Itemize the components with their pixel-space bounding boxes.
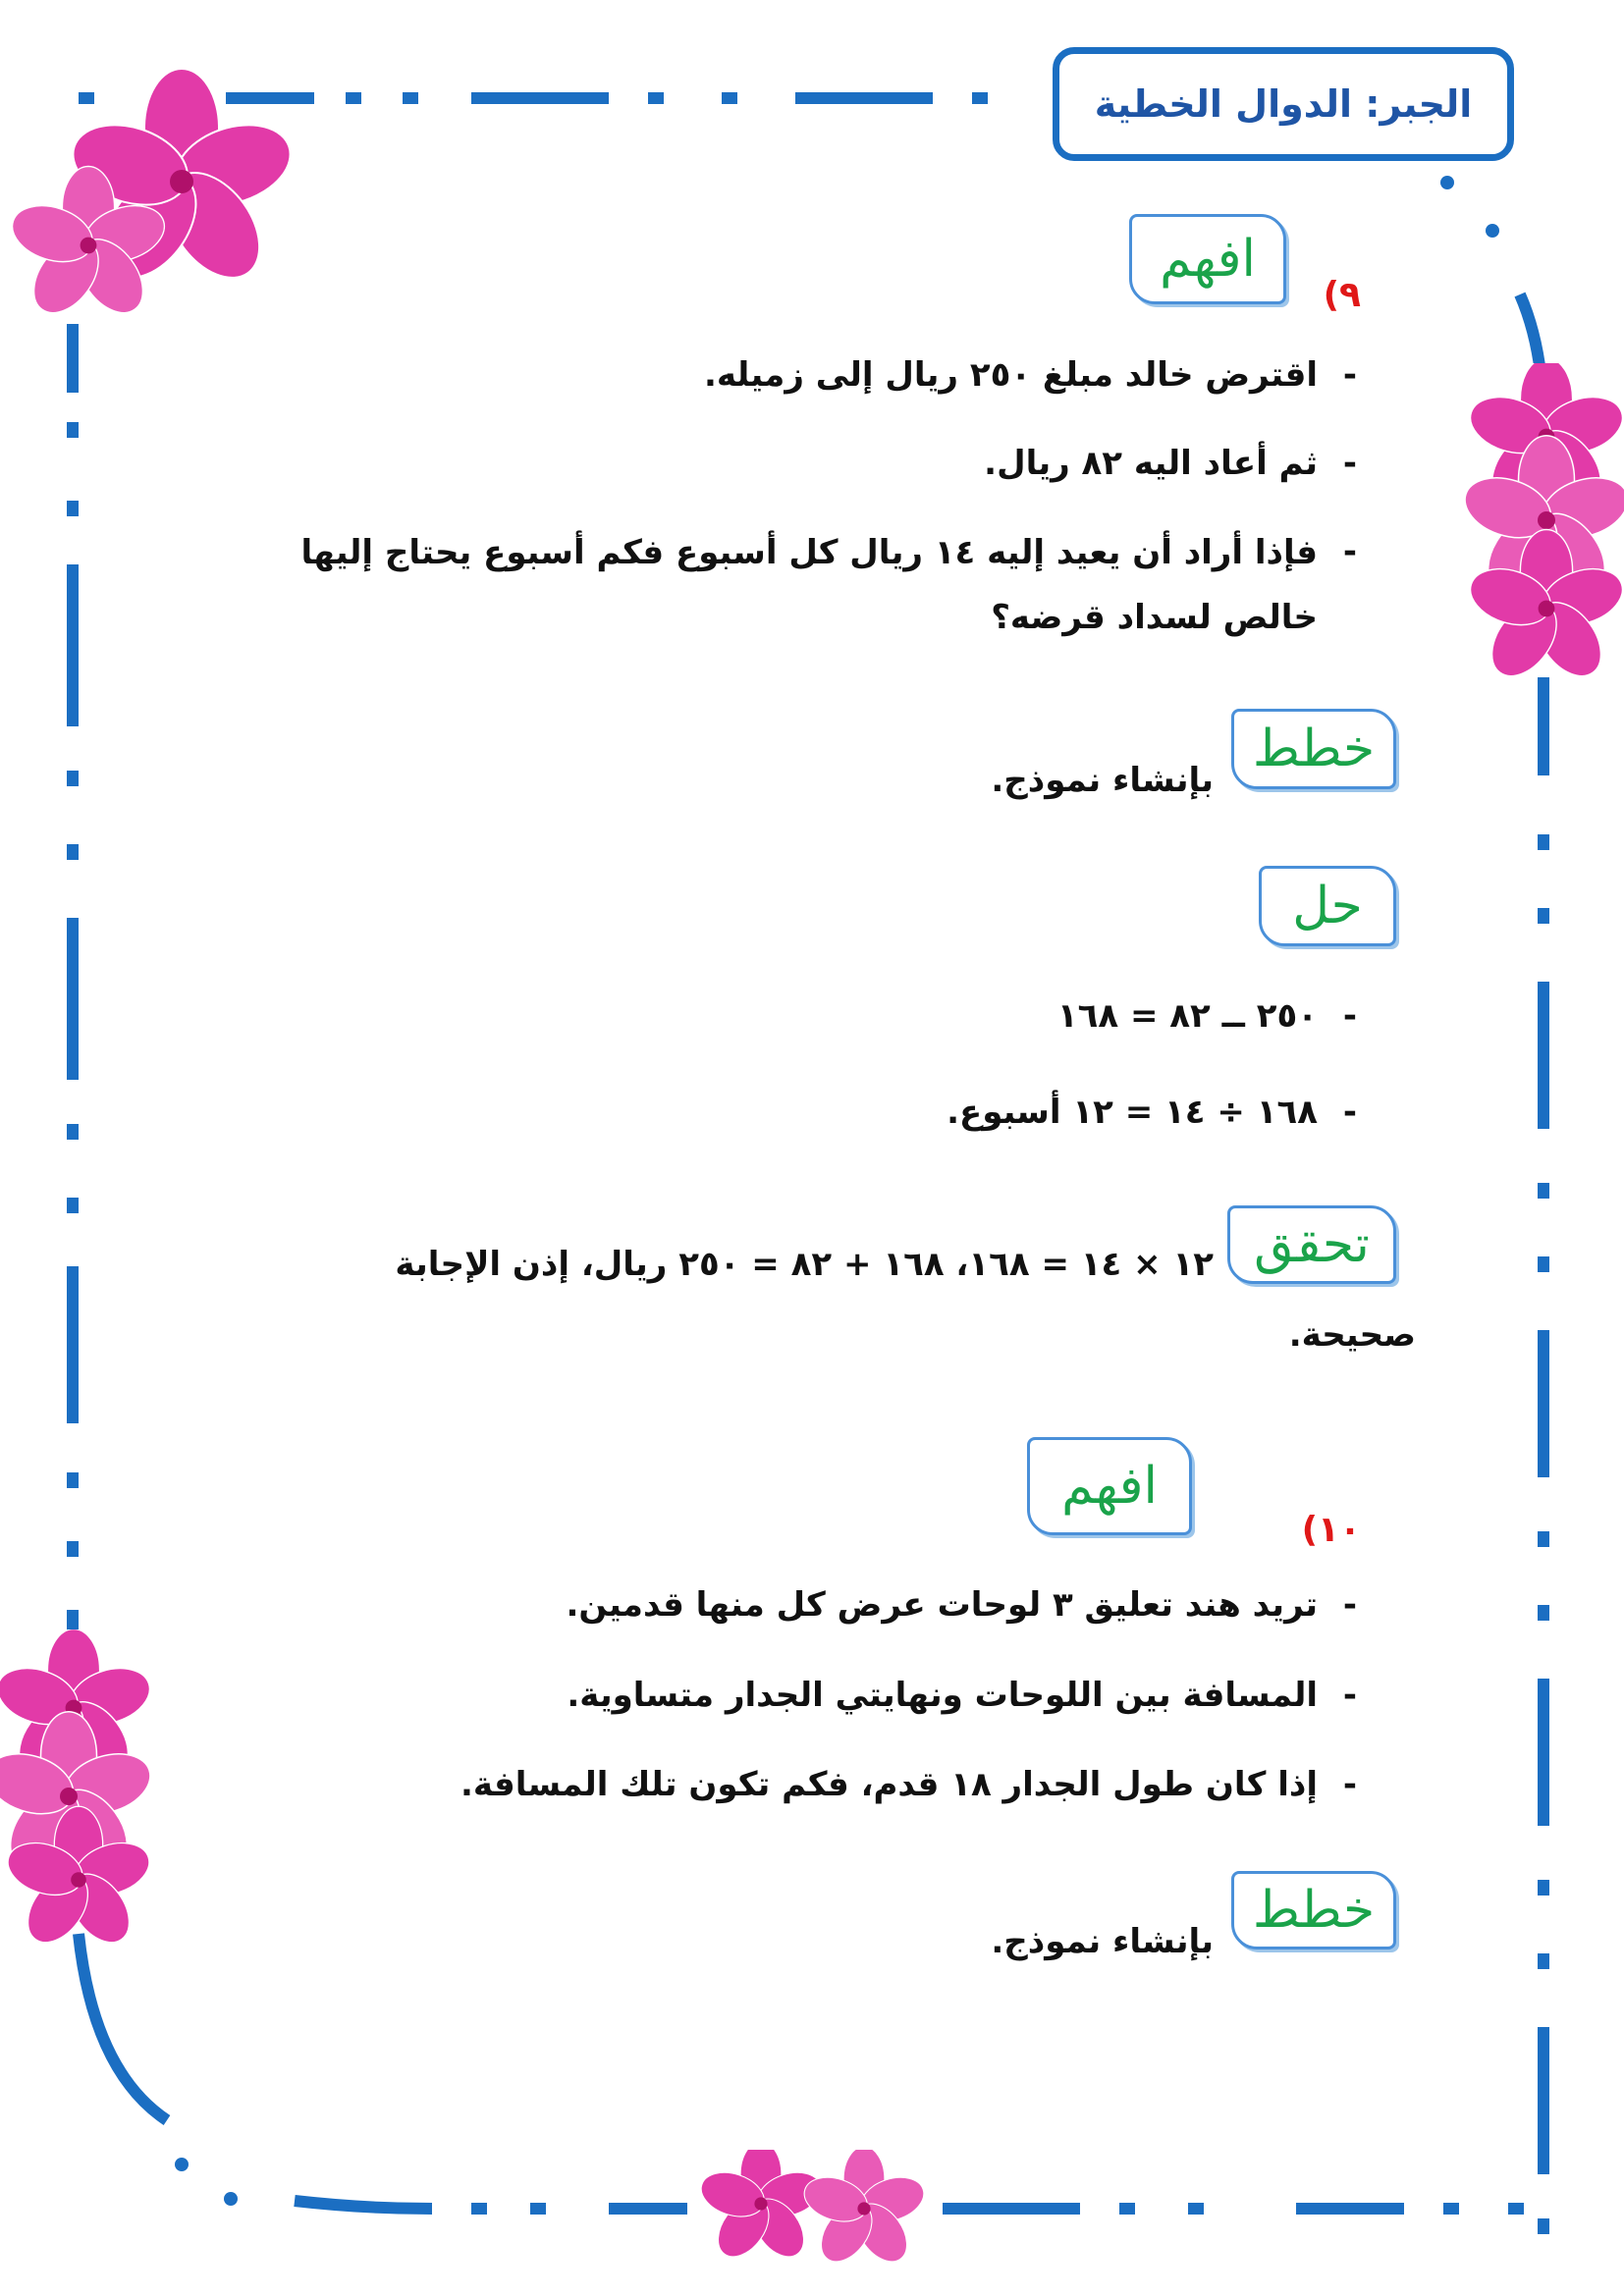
flower-decoration-left xyxy=(0,1629,167,1953)
bullet: - xyxy=(1342,1585,1357,1625)
flower-decoration-bottom xyxy=(668,2150,962,2268)
header-title-box xyxy=(1053,47,1514,161)
bullet: - xyxy=(1342,532,1357,571)
check-text-continued: صحيحة. xyxy=(1288,1315,1416,1355)
problem-number: ١٠) xyxy=(1301,1510,1361,1550)
understand-label: افهم xyxy=(1061,1457,1158,1516)
page-title: الجبر: الدوال الخطية xyxy=(1094,82,1473,126)
understand-label-box xyxy=(1027,1437,1192,1535)
check-label-box xyxy=(1227,1205,1396,1284)
flower-decoration-top-left xyxy=(10,29,334,324)
solution-step: ٢٥٠ ــ ٨٢ = ١٦٨ xyxy=(1056,996,1318,1036)
plan-label-box xyxy=(1231,1871,1396,1949)
solve-label: حل xyxy=(1292,877,1363,935)
flower-decoration-right xyxy=(1463,363,1624,677)
solution-step: ١٦٨ ÷ ١٤ = ١٢ أسبوع. xyxy=(947,1093,1318,1132)
statement: إذا كان طول الجدار ١٨ قدم، فكم تكون تلك المسافة. xyxy=(460,1765,1318,1804)
understand-label: افهم xyxy=(1160,230,1256,289)
statement: فإذا أراد أن يعيد إليه ١٤ ريال كل أسبوع فكم أسبوع يحتاج إليها خالص لسداد قرضه؟ xyxy=(300,533,1318,637)
plan-text: بإنشاء نموذج. xyxy=(991,1922,1214,1961)
plan-label: خطط xyxy=(1252,720,1376,778)
bullet: - xyxy=(1342,355,1357,395)
plan-text: بإنشاء نموذج. xyxy=(991,761,1214,800)
understand-label-box xyxy=(1129,214,1286,304)
solve-label-box xyxy=(1259,866,1396,946)
check-text: ١٢ × ١٤ = ١٦٨، ١٦٨ + ٨٢ = ٢٥٠ ريال، إذن الإجابة xyxy=(395,1245,1214,1284)
bullet: - xyxy=(1342,1093,1357,1132)
bullet: - xyxy=(1342,1676,1357,1715)
problem-number: ٩) xyxy=(1323,275,1361,315)
statement: ثم أعاد اليه ٨٢ ريال. xyxy=(984,444,1318,483)
bullet: - xyxy=(1342,444,1357,483)
statement: تريد هند تعليق ٣ لوحات عرض كل منها قدمين. xyxy=(566,1585,1318,1625)
statement: اقترض خالد مبلغ ٢٥٠ ريال إلى زميله. xyxy=(703,355,1318,395)
plan-label: خطط xyxy=(1252,1881,1376,1940)
check-label: تحقق xyxy=(1254,1215,1370,1274)
bullet: - xyxy=(1342,1765,1357,1804)
statement: المسافة بين اللوحات ونهايتي الجدار متساوية. xyxy=(567,1676,1318,1715)
bullet: - xyxy=(1342,996,1357,1036)
plan-label-box xyxy=(1231,709,1396,789)
